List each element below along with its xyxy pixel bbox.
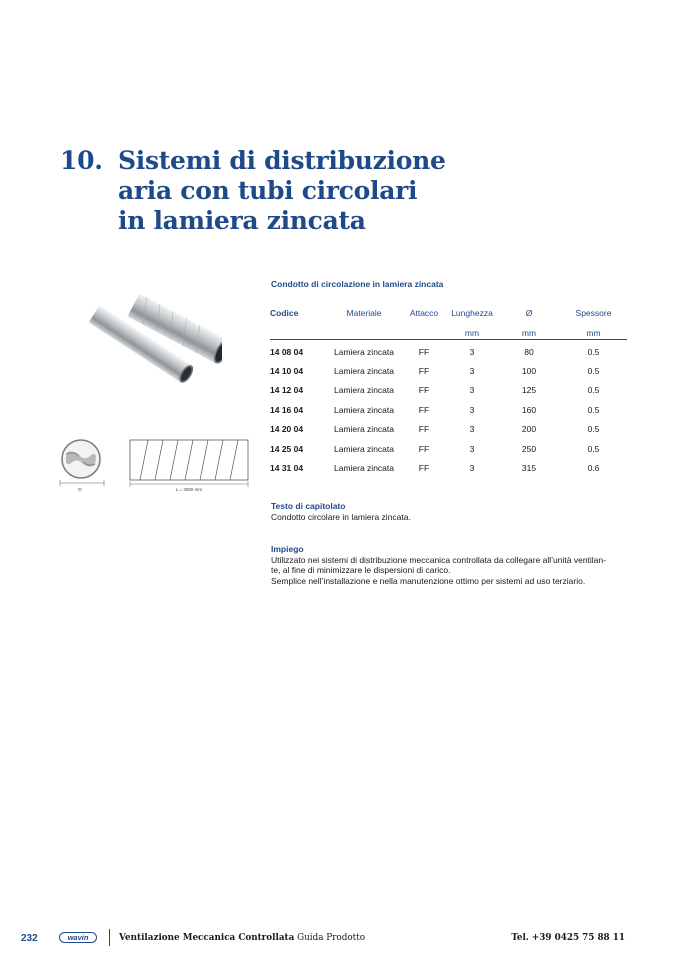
material-cell: Lamiera zincata [333,463,394,474]
diameter-cell: 160 [521,404,537,415]
table-row [270,458,627,477]
unit-cell [270,322,326,340]
length-label: L = 3000 mm [175,487,203,492]
capitolato-text: Condotto circolare in lamiera zincata. [271,511,411,522]
code-cell: 14 10 04 [270,366,304,377]
connection-cell: FF [418,404,430,415]
length-cell: 3 [469,404,475,415]
capitolato-section [271,501,411,522]
table-row [270,400,627,419]
table-row [270,439,627,458]
column-header-diameter: Ø [525,308,533,318]
column-header-thickness: Spessore [575,308,612,318]
product-table [270,304,627,478]
diameter-cell: 100 [521,366,537,377]
impiego-section [271,544,631,586]
diameter-label: D [78,487,82,492]
impiego-line: te, al fine di minimizzare le dispersioni di carico. [271,565,451,575]
duct-photo [82,290,222,400]
connection-cell: FF [418,366,430,377]
code-cell: 14 12 04 [270,385,304,396]
table-row [270,381,627,400]
table-header-row [270,304,627,322]
wavin-logo: wavin [59,932,97,943]
product-title: Condotto di circolazione in lamiera zincata [271,279,444,289]
impiego-heading: Impiego [271,544,304,554]
material-cell: Lamiera zincata [333,385,394,396]
unit-cell [326,322,402,340]
title-line: in lamiera zincata [118,206,366,235]
column-header-material: Materiale [346,308,382,318]
connection-cell: FF [418,443,430,454]
series-title-bold: Ventilazione Meccanica Controllata [119,933,295,943]
telephone: Tel. +39 0425 75 88 11 [511,933,625,943]
length-cell: 3 [469,366,475,377]
code-cell: 14 31 04 [270,463,304,474]
length-cell: 3 [469,443,475,454]
table-units-row [270,322,627,340]
duct-section-icon [58,436,104,482]
thickness-cell: 0.5 [587,404,600,415]
connection-cell: FF [418,385,430,396]
title-line: Sistemi di distribuzione [118,146,446,175]
column-header-length: Lunghezza [451,308,493,318]
table-row [270,420,627,439]
diameter-cell: 315 [521,463,537,474]
thickness-cell: 0.5 [587,366,600,377]
material-cell: Lamiera zincata [333,424,394,435]
unit-cell [402,322,446,340]
section-number: 10. [60,146,103,175]
connection-cell: FF [418,424,430,435]
material-cell: Lamiera zincata [333,366,394,377]
material-cell: Lamiera zincata [333,404,394,415]
impiego-line: Utilizzato nei sistemi di distribuzione meccanica controllata da collegare all’unità ventilan- [271,554,606,565]
diameter-cell: 200 [521,424,537,435]
code-cell: 14 16 04 [270,404,304,415]
column-header-code: Codice [270,308,299,318]
unit-cell: mm [560,322,627,340]
diameter-cell: 250 [521,443,537,454]
duct-side-drawing [126,436,252,494]
code-cell: 14 25 04 [270,443,304,454]
column-header-connection: Attacco [409,308,439,318]
diameter-cell: 125 [521,385,537,396]
connection-cell: FF [418,463,430,474]
unit-cell: mm [498,322,560,340]
length-cell: 3 [469,424,475,435]
length-cell: 3 [469,346,475,357]
length-cell: 3 [469,463,475,474]
series-title-regular: Guida Prodotto [297,933,366,943]
table-row [270,340,627,362]
table-row [270,361,627,380]
thickness-cell: 0.5 [587,385,600,396]
material-cell: Lamiera zincata [333,346,394,357]
thickness-cell: 0.5 [587,346,600,357]
capitolato-heading: Testo di capitolato [271,501,346,511]
thickness-cell: 0.6 [587,463,600,474]
impiego-line: Semplice nell’installazione e nella manutenzione ottimo per sistemi ad uso terziario. [271,575,586,586]
title-line: aria con tubi circolari [118,176,418,205]
page-footer [0,928,677,948]
code-cell: 14 20 04 [270,424,304,435]
series-title [119,933,365,943]
thickness-cell: 0.5 [587,443,600,454]
thickness-cell: 0.5 [587,424,600,435]
unit-cell: mm [446,322,498,340]
diameter-cell: 80 [524,346,534,357]
diameter-dimension [58,480,106,494]
connection-cell: FF [418,346,430,357]
code-cell: 14 08 04 [270,346,304,357]
footer-divider [109,929,110,946]
page-number: 232 [21,933,38,944]
material-cell: Lamiera zincata [333,443,394,454]
length-cell: 3 [469,385,475,396]
